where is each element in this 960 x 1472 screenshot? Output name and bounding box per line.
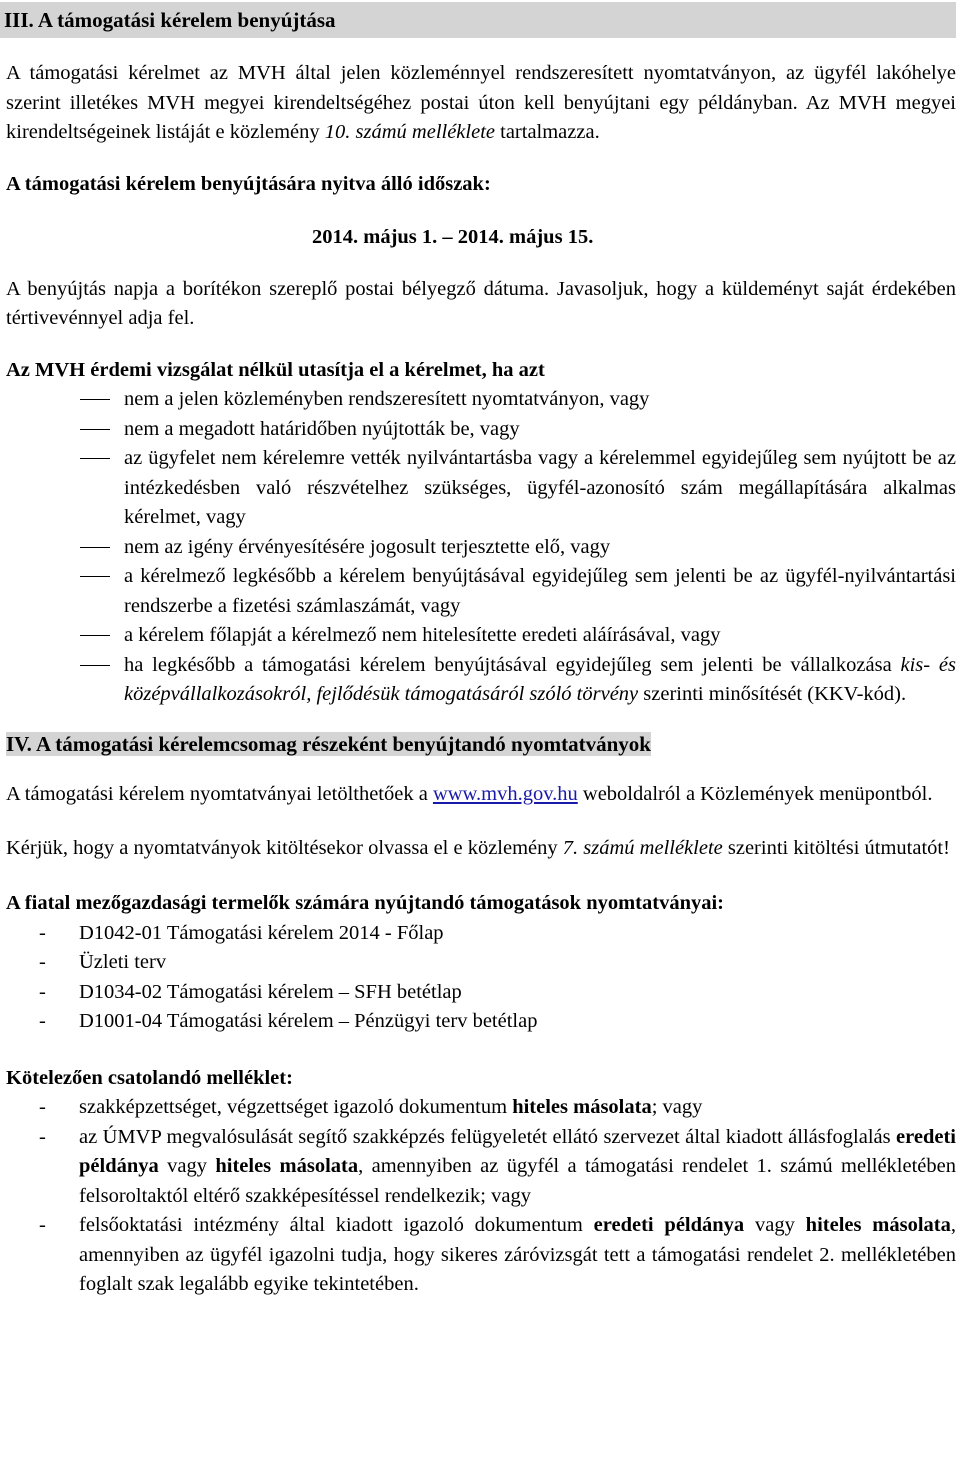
- rejection-item: nem a jelen közleményben rendszeresített nyomtatványon, vagy: [6, 385, 956, 415]
- period-label: A támogatási kérelem benyújtására nyitva álló időszak:: [6, 172, 491, 195]
- submission-text-end: tartalmazza.: [495, 121, 600, 143]
- rejection-item: az ügyfelet nem kérelemre vették nyilvántartásba vagy a kérelemmel egyidejűleg sem nyújtott be az intézkedésben való részvételhez szükséges, ügyfél-azonosító szám megállapítására alkalmas kérelmet, vagy: [6, 444, 956, 533]
- forms-list: [6, 919, 956, 1037]
- annex-10-reference: 10. számú melléklete: [324, 121, 495, 143]
- form-item: - D1034-02 Támogatási kérelem – SFH betétlap: [39, 980, 462, 1003]
- period-dates: 2014. május 1. – 2014. május 15.: [312, 226, 594, 248]
- form-item: - D1001-04 Támogatási kérelem – Pénzügyi terv betétlap: [39, 1010, 538, 1032]
- attachment-item: - felsőoktatási intézmény által kiadott igazoló dokumentum eredeti példánya vagy hiteles másolata, amennyiben az ügyfél igazolni tudja, hogy sikeres záróvizsgát tett a támogatási rendelet 2. mellékletében foglalt szak legalább egyike tekintetében.: [39, 1214, 956, 1295]
- document-page: [6, 0, 956, 1300]
- instructions-paragraph: Kérjük, hogy a nyomtatványok kitöltésekor olvassa el e közlemény 7. számú melléklete szerinti kitöltési útmutatót!: [6, 836, 950, 859]
- download-paragraph: A támogatási kérelem nyomtatványai letölthetőek a www.mvh.gov.hu weboldalról a Közlemények menüpontból.: [6, 783, 933, 805]
- attachment-item: - szakképzettséget, végzettséget igazoló dokumentum hiteles másolata; vagy: [39, 1096, 703, 1118]
- annex-7-reference: 7. számú melléklete: [562, 836, 723, 859]
- rejection-item: a kérelmező legkésőbb a kérelem benyújtásával egyidejűleg sem jelenti be az ügyfél-nyilvántartási rendszerbe a fizetési számlaszámát, vagy: [6, 562, 956, 621]
- rejection-item: a kérelem főlapját a kérelmező nem hitelesítette eredeti aláírásával, vagy: [6, 621, 956, 651]
- section-4-heading: IV. A támogatási kérelemcsomag részeként benyújtandó nyomtatványok: [6, 731, 651, 756]
- form-item: - D1042-01 Támogatási kérelem 2014 - Főlap: [39, 921, 444, 944]
- submission-text: A támogatási kérelmet az MVH által jelen közleménnyel rendszeresített nyomtatványon, az ügyfél lakóhelye szerint illetékes MVH megyei kirendeltségéhez postai úton kell benyújtani egy példányban. Az MVH megyei kirendeltségeinek listáját e közlemény: [6, 62, 956, 143]
- mvh-website-link[interactable]: www.mvh.gov.hu: [432, 783, 578, 805]
- rejection-item: nem az igény érvényesítésére jogosult terjesztette elő, vagy: [6, 533, 956, 563]
- law-title: kis- és középvállalkozásokról, fejlődésük támogatásáról szóló törvény: [124, 653, 956, 705]
- rejection-intro: Az MVH érdemi vizsgálat nélkül utasítja el a kérelmet, ha azt: [6, 358, 545, 381]
- attachment-item: - az ÚMVP megvalósulását segítő szakképzés felügyeletét ellátó szervezet által kiadott állásfoglalás eredeti példánya vagy hiteles másolata, amennyiben az ügyfél a támogatási rendelet 1. számú mellékletében felsoroltaktól eltérő szakképesítéssel rendelkezik; vagy: [39, 1125, 956, 1207]
- rejection-list: [6, 385, 956, 710]
- rejection-item-kkv: ha legkésőbb a támogatási kérelem benyújtásával egyidejűleg sem jelenti be vállalkozása kis- és középvállalkozásokról, fejlődésük támogatásáról szóló törvény szerinti minősítését (KKV-kód).: [6, 651, 956, 710]
- attachment-title: Kötelezően csatolandó melléklet:: [6, 1066, 293, 1089]
- submission-paragraph: [6, 59, 956, 148]
- section-3-heading: III. A támogatási kérelem benyújtása: [0, 2, 956, 38]
- forms-title: A fiatal mezőgazdasági termelők számára nyújtandó támogatások nyomtatványai:: [6, 892, 725, 914]
- rejection-item: nem a megadott határidőben nyújtották be, vagy: [6, 415, 956, 445]
- attachment-list: [6, 1093, 956, 1300]
- postmark-paragraph: A benyújtás napja a borítékon szereplő postai bélyegző dátuma. Javasoljuk, hogy a küldeményt saját érdekében tértivevénnyel adja fel.: [6, 277, 956, 329]
- form-item: - Üzleti terv: [39, 951, 167, 973]
